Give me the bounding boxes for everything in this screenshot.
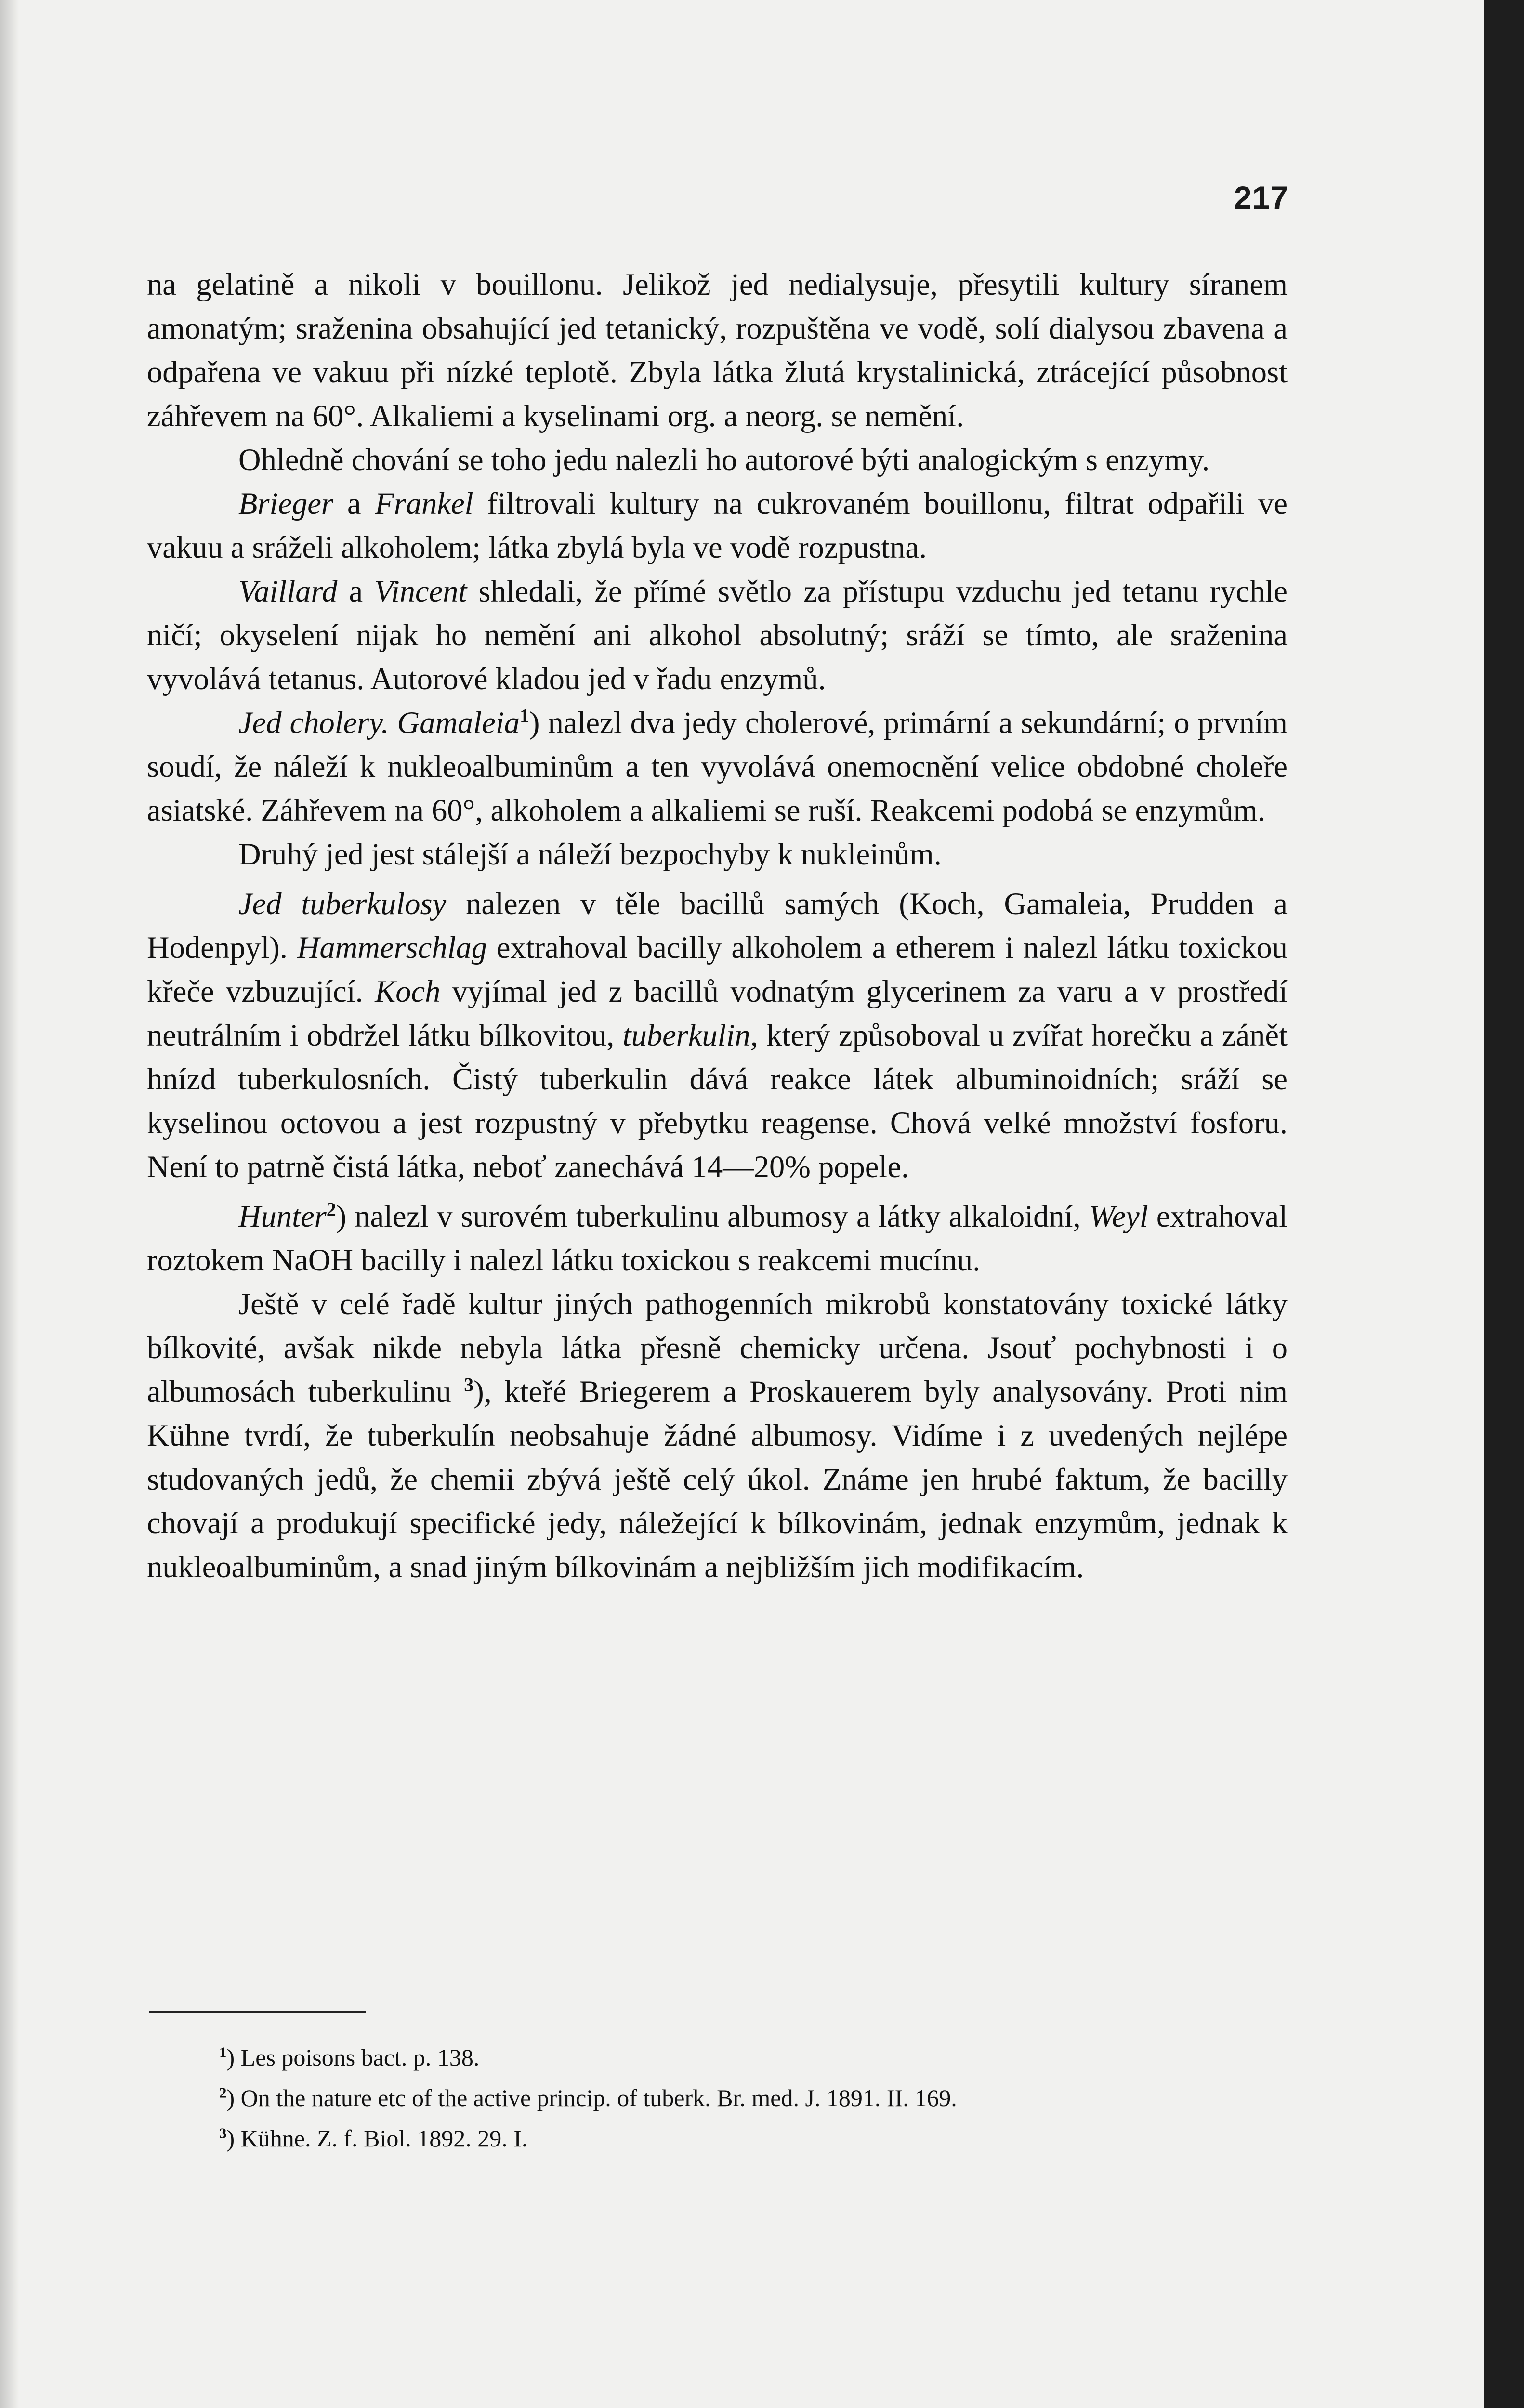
paragraph <box>147 482 1288 569</box>
text-run: ), kteřé Briegerem a Proskauerem byly analysovány. Proti nim Kühne tvrdí, že tuberkulín neobsahuje žádné albumosy. Vidíme i z uvedených nejlépe studovaných jedů, že chemii zbývá ještě celý úkol. Známe jen hrubé faktum, že bacilly chovají a produkují specifické jedy, náležející k bílkovinám, jednak enzymům, jednak k nukleoalbuminům, a snad jiným bílkovinám a nejbližším jich modifikacím. <box>147 1374 1288 1584</box>
text-run <box>389 706 397 740</box>
footnote <box>219 2118 1293 2159</box>
footnote-text: ) On the nature etc of the active princip. of tuberk. Br. med. J. 1891. II. 169. <box>226 2084 957 2111</box>
footnote-number: 3 <box>219 2124 227 2142</box>
text-run: filtrovali kultury na cukrovaném bouillonu, filtrat odpařili ve vakuu a sráželi alkoholem; látka zbylá byla ve vodě rozpustna. <box>147 486 1288 564</box>
italic-term: Brieger <box>238 486 334 521</box>
italic-term: Hammerschlag <box>297 930 487 965</box>
text-run: shledali, že přímé světlo za přístupu vzduchu jed tetanu rychle ničí; okyselení nijak ho nemění ani alkohol absolutný; sráží se tímto, ale sraženina vyvolává tetanus. Autorové kladou jed v řadu enzymů. <box>147 574 1288 696</box>
text-run: extrahoval bacilly alkoholem a etherem i nalezl látku toxickou křeče vzbuzující. <box>147 930 1288 1008</box>
text-run: nalezen v těle bacillů samých (Koch, Gamaleia, Prudden a Hodenpyl). <box>147 887 1288 965</box>
italic-term: Koch <box>375 974 441 1008</box>
text-run: a <box>337 574 375 608</box>
paragraph <box>147 438 1288 482</box>
body-text <box>147 262 1288 1589</box>
italic-term: Vaillard <box>238 574 338 608</box>
italic-term: Jed tuberkulosy <box>238 887 447 921</box>
text-run: Druhý jed jest stálejší a náleží bezpochyby k nukleinům. <box>238 837 942 871</box>
text-run: který způsoboval u zvířat horečku a zánět hnízd tuberkulosních. Čistý tuberkulin dává reakce látek albuminoidních; sráží se kyselinou octovou a jest rozpustný v přebytku reagense. Chová velké množství fosforu. Není to patrně čistá látka, neboť zanechává 14—20% popele. <box>147 1018 1288 1184</box>
text-run: extrahoval roztokem NaOH bacilly i nalezl látku toxickou s reakcemi mucínu. <box>147 1199 1288 1277</box>
footnote-number: 2 <box>219 2084 227 2101</box>
text-run: a <box>333 486 375 521</box>
italic-term: Gamaleia <box>397 706 520 740</box>
page-number: 217 <box>1234 180 1288 215</box>
footnotes <box>219 2037 1293 2159</box>
text-run: Ještě v celé řadě kultur jiných pathogenních mikrobů konstatovány toxické látky bílkovité, avšak nikde nebyla látka přesně chemicky určena. Jsouť pochybnosti i o albumosách tuberkulinu <box>147 1287 1288 1409</box>
page-edge-shadow <box>0 0 19 2408</box>
italic-term: tuberkulin, <box>622 1018 758 1052</box>
footnote <box>219 2078 1293 2118</box>
footnote-text: ) Les poisons bact. p. 138. <box>226 2044 480 2071</box>
italic-term: Weyl <box>1089 1199 1148 1233</box>
paragraph <box>147 701 1288 832</box>
text-run: Ohledně chování se toho jedu nalezli ho autorové býti analogickým s enzymy. <box>238 443 1210 477</box>
footnote-text: ) Kühne. Z. f. Biol. 1892. 29. I. <box>226 2125 528 2152</box>
text-run: na gelatině a nikoli v bouillonu. Jelikož jed nedialysuje, přesytili kultury síranem amonatým; sraženina obsahující jed tetanický, rozpuštěna ve vodě, solí dialysou zbavena a odpařena ve vakuu při nízké teplotě. Zbyla látka žlutá krystalinická, ztrácející působnost záhřevem na 60°. Alkaliemi a kyselinami org. a neorg. se nemění. <box>147 267 1288 433</box>
italic-term: Frankel <box>375 486 473 521</box>
footnote <box>219 2037 1293 2078</box>
footnote-ref: 1 <box>520 705 530 727</box>
paragraph <box>147 832 1288 876</box>
italic-term: Vincent <box>374 574 467 608</box>
paragraph <box>147 1194 1288 1282</box>
italic-term: Jed cholery. <box>238 706 389 740</box>
text-run: ) nalezl dva jedy cholerové, primární a sekundární; o prvním soudí, že náleží k nukleoalbuminům a ten vyvolává onemocnění velice obdobné choleře asiatské. Záhřevem na 60°, alkoholem a alkaliemi se ruší. Reakcemi podobá se enzymům. <box>147 706 1288 827</box>
footnote-number: 1 <box>219 2043 227 2061</box>
footnote-separator <box>149 2011 366 2013</box>
paragraph <box>147 882 1288 1189</box>
paragraph <box>147 1282 1288 1589</box>
italic-term: Hunter <box>238 1199 327 1233</box>
footnote-ref: 3 <box>464 1374 474 1396</box>
footnote-ref: 2 <box>326 1198 336 1220</box>
paragraph <box>147 569 1288 701</box>
paragraph <box>147 262 1288 438</box>
text-run: ) nalezl v surovém tuberkulinu albumosy a látky alkaloidní, <box>336 1199 1089 1233</box>
text-run: vyjímal jed z bacillů vodnatým glycerinem za varu a v prostředí neutrálním i obdržel látku bílkovitou, <box>147 974 1288 1052</box>
